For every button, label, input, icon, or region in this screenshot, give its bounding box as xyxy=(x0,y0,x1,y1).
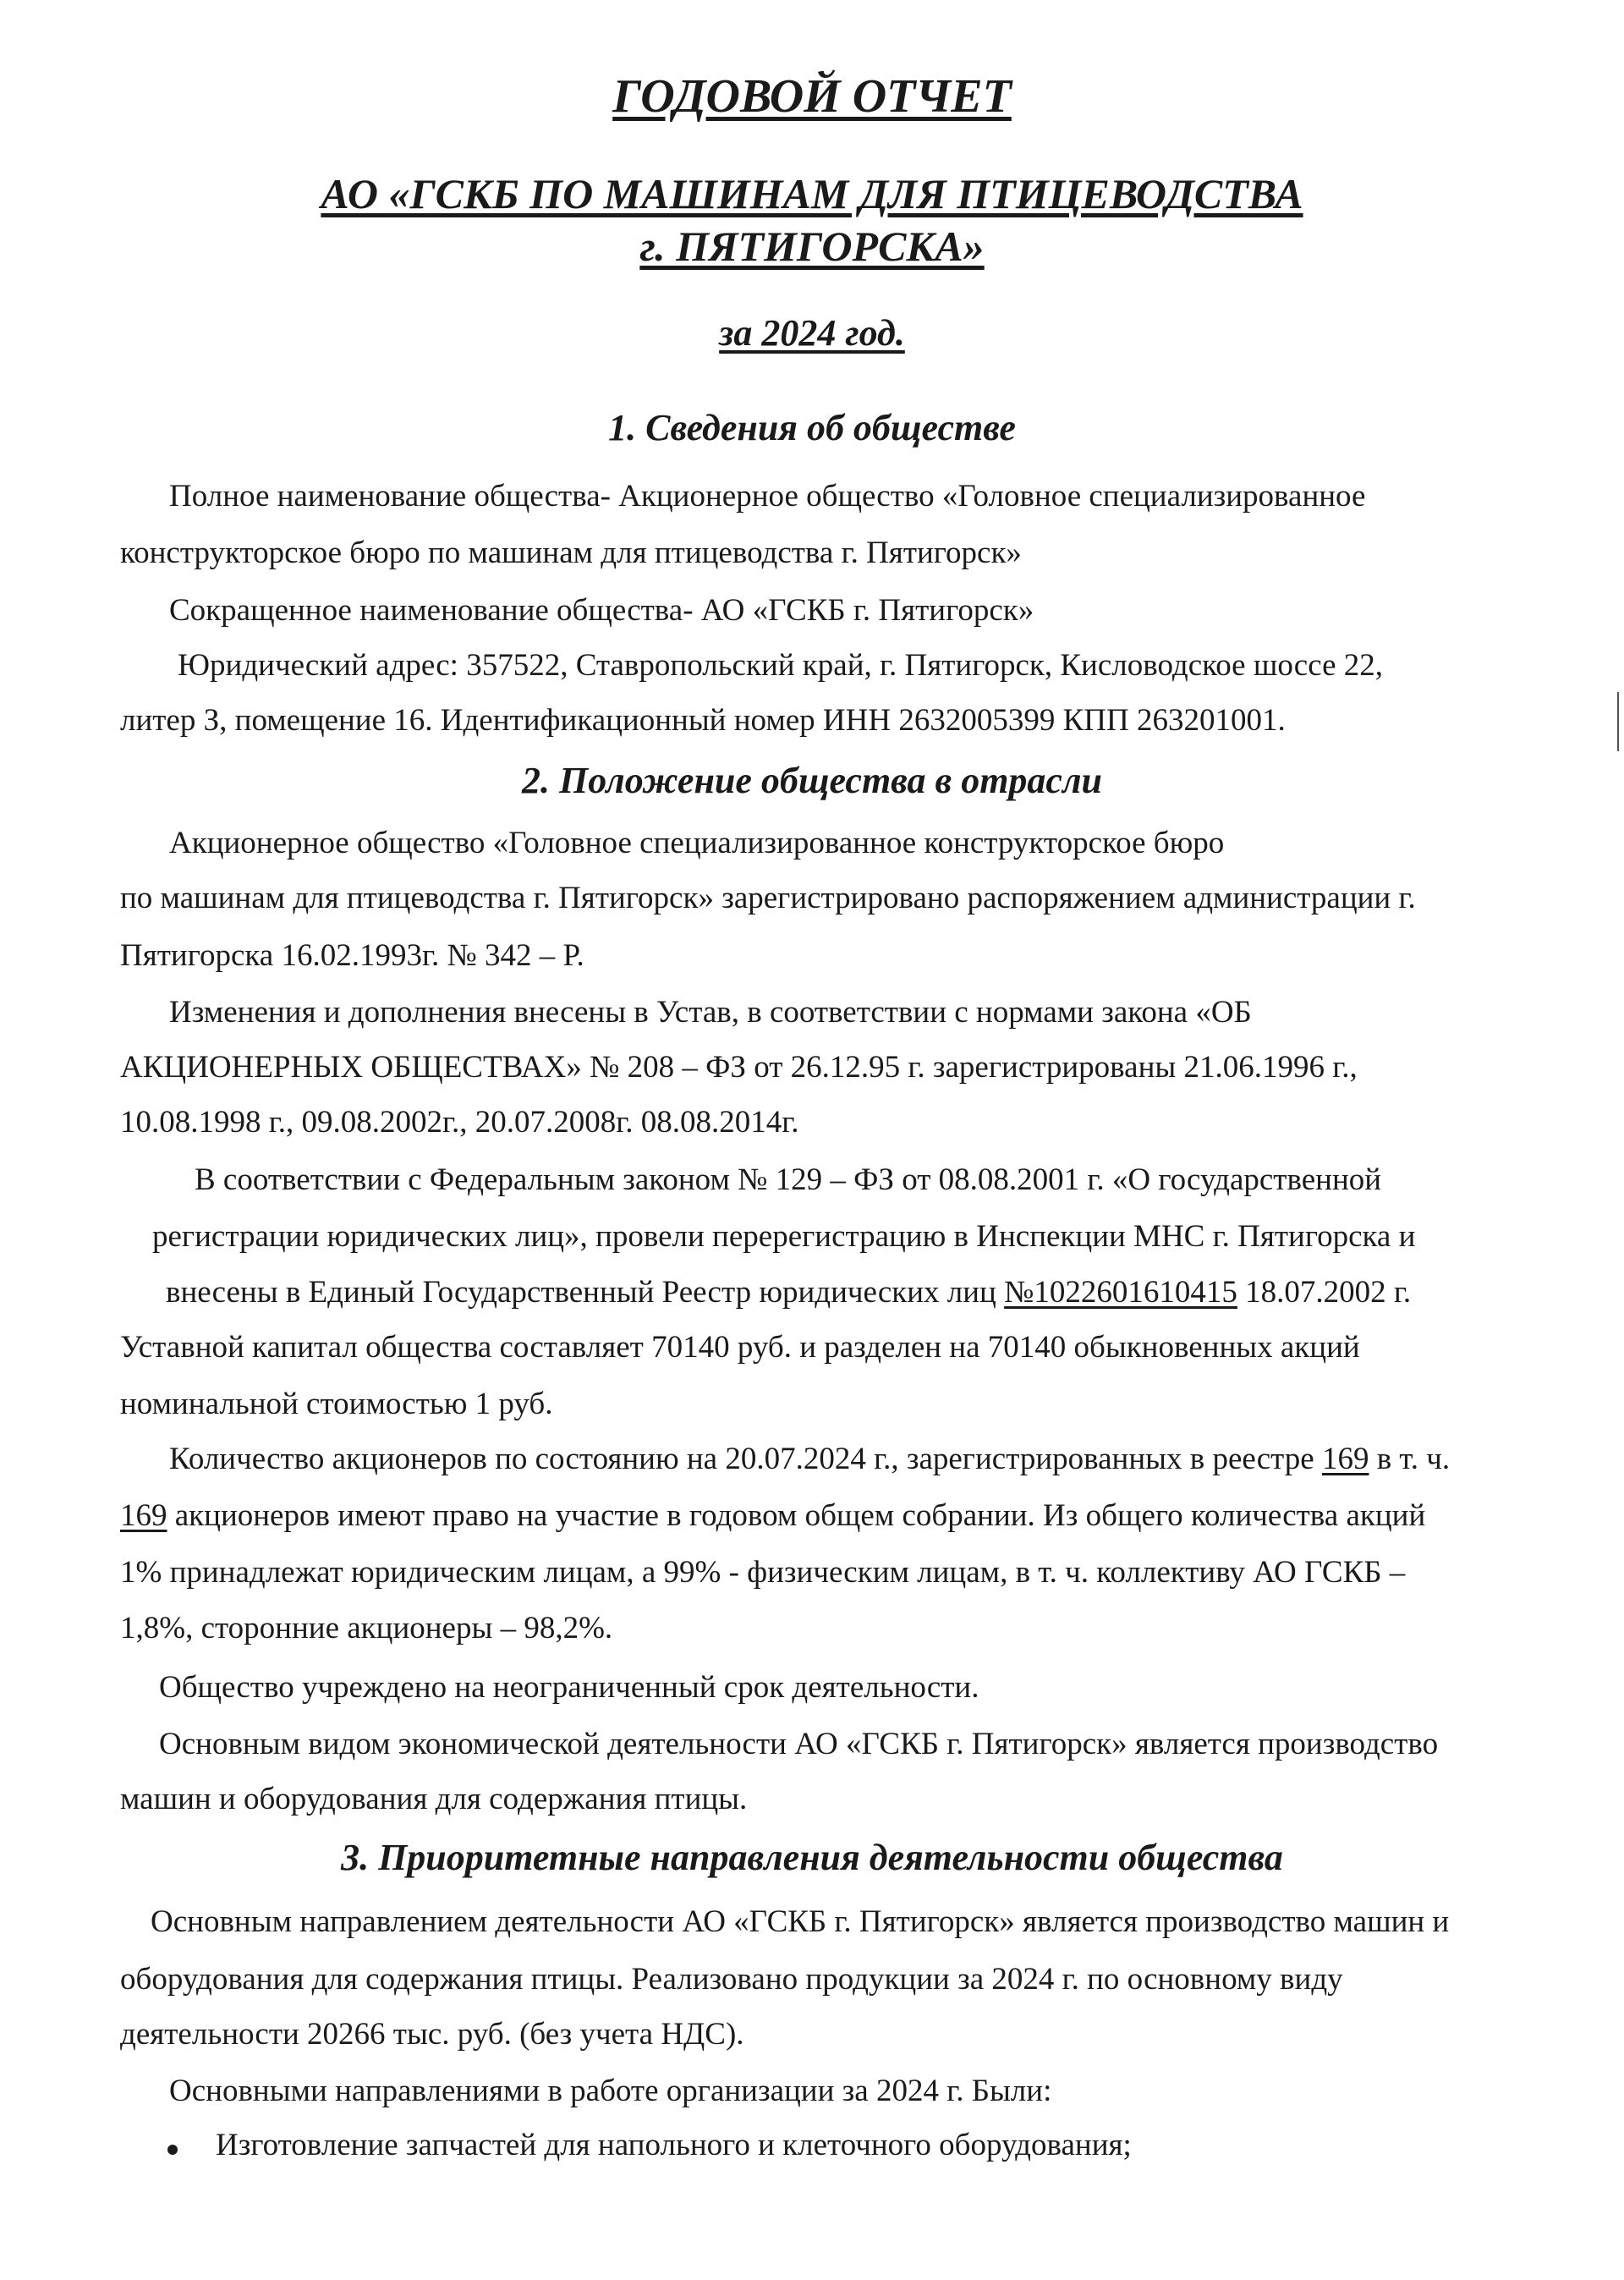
voting-shareholders-text: акционеров имеют право на участие в годовом общем собрании. Из общего количества акций xyxy=(167,1498,1426,1533)
voting-shareholders-count: 169 xyxy=(120,1498,167,1533)
paragraph-line: Акционерное общество «Головное специализированное конструкторское бюро xyxy=(169,826,1225,860)
paragraph-line: Основным видом экономической деятельности АО «ГСКБ г. Пятигорск» является производство xyxy=(159,1727,1439,1761)
voting-shareholders-line xyxy=(120,1497,1425,1534)
paragraph-line: регистрации юридических лиц», провели перерегистрацию в Инспекции МНС г. Пятигорска и xyxy=(152,1219,1416,1254)
shareholders-count: 169 xyxy=(1321,1442,1369,1476)
bullet-icon xyxy=(167,2145,178,2155)
ogrn-number: №1022601610415 xyxy=(1004,1275,1237,1310)
section-3-heading: 3. Приоритетные направления деятельности общества xyxy=(341,1837,1283,1878)
paragraph-line: Сокращенное наименование общества- АО «ГСКБ г. Пятигорск» xyxy=(169,593,1034,628)
shareholders-suffix: в т. ч. xyxy=(1369,1442,1451,1476)
ogrn-line xyxy=(166,1274,1411,1310)
organization-name-line-1: АО «ГСКБ ПО МАШИНАМ ДЛЯ ПТИЦЕВОДСТВА xyxy=(321,170,1303,217)
section-2-heading: 2. Положение общества в отрасли xyxy=(521,760,1103,801)
paragraph-line: 1,8%, сторонние акционеры – 98,2%. xyxy=(120,1611,613,1645)
paragraph-line: АКЦИОНЕРНЫХ ОБЩЕСТВАХ» № 208 – ФЗ от 26.12.95 г. зарегистрированы 21.06.1996 г., xyxy=(120,1050,1358,1085)
paragraph-line: деятельности 20266 тыс. руб. (без учета НДС). xyxy=(120,2017,744,2052)
paragraph-line: 10.08.1998 г., 09.08.2002г., 20.07.2008г. 08.08.2014г. xyxy=(120,1105,799,1140)
organization-name-line-2: г. ПЯТИГОРСКА» xyxy=(639,223,985,270)
paragraph-line: В соответствии с Федеральным законом № 129 – ФЗ от 08.08.2001 г. «О государственной xyxy=(195,1162,1382,1197)
paragraph-line: Пятигорска 16.02.1993г. № 342 – Р. xyxy=(120,938,584,973)
shareholders-line xyxy=(169,1441,1450,1477)
paragraph-line: Основным направлением деятельности АО «ГСКБ г. Пятигорск» является производство машин и xyxy=(151,1904,1450,1939)
scan-edge-mark xyxy=(1617,692,1619,751)
paragraph-line: Основными направлениями в работе организации за 2024 г. Были: xyxy=(169,2074,1052,2108)
list-item: Изготовление запчастей для напольного и клеточного оборудования; xyxy=(216,2128,1132,2162)
paragraph-line: Уставной капитал общества составляет 70140 руб. и разделен на 70140 обыкновенных акций xyxy=(120,1330,1360,1365)
paragraph-line: литер З, помещение 16. Идентификационный номер ИНН 2632005399 КПП 263201001. xyxy=(120,703,1286,738)
paragraph-line: оборудования для содержания птицы. Реализовано продукции за 2024 г. по основному виду xyxy=(120,1962,1343,1997)
ogrn-prefix: внесены в Единый Государственный Реестр юридических лиц xyxy=(166,1275,1005,1310)
document-title: ГОДОВОЙ ОТЧЕТ xyxy=(612,70,1012,123)
paragraph-line: номинальной стоимостью 1 руб. xyxy=(120,1387,553,1421)
paragraph-line: Общество учреждено на неограниченный срок деятельности. xyxy=(159,1670,979,1705)
paragraph-line: по машинам для птицеводства г. Пятигорск» зарегистрировано распоряжением администрации г. xyxy=(120,881,1416,915)
paragraph-line: конструкторское бюро по машинам для птицеводства г. Пятигорск» xyxy=(120,536,1022,570)
section-1-heading: 1. Сведения об обществе xyxy=(608,407,1016,448)
shareholders-prefix: Количество акционеров по состоянию на 20.07.2024 г., зарегистрированных в реестре xyxy=(169,1442,1322,1476)
paragraph-line: 1% принадлежат юридическим лицам, а 99% - физическим лицам, в т. ч. коллективу АО ГСКБ – xyxy=(120,1555,1406,1590)
paragraph-line: машин и оборудования для содержания птицы. xyxy=(120,1782,748,1816)
ogrn-date: 18.07.2002 г. xyxy=(1237,1275,1412,1310)
report-period: за 2024 год. xyxy=(719,312,905,354)
paragraph-line: Полное наименование общества- Акционерное общество «Головное специализированное xyxy=(169,479,1366,514)
paragraph-line: Юридический адрес: 357522, Ставропольский край, г. Пятигорск, Кисловодское шоссе 22, xyxy=(178,648,1383,683)
paragraph-line: Изменения и дополнения внесены в Устав, в соответствии с нормами закона «ОБ xyxy=(169,995,1252,1030)
